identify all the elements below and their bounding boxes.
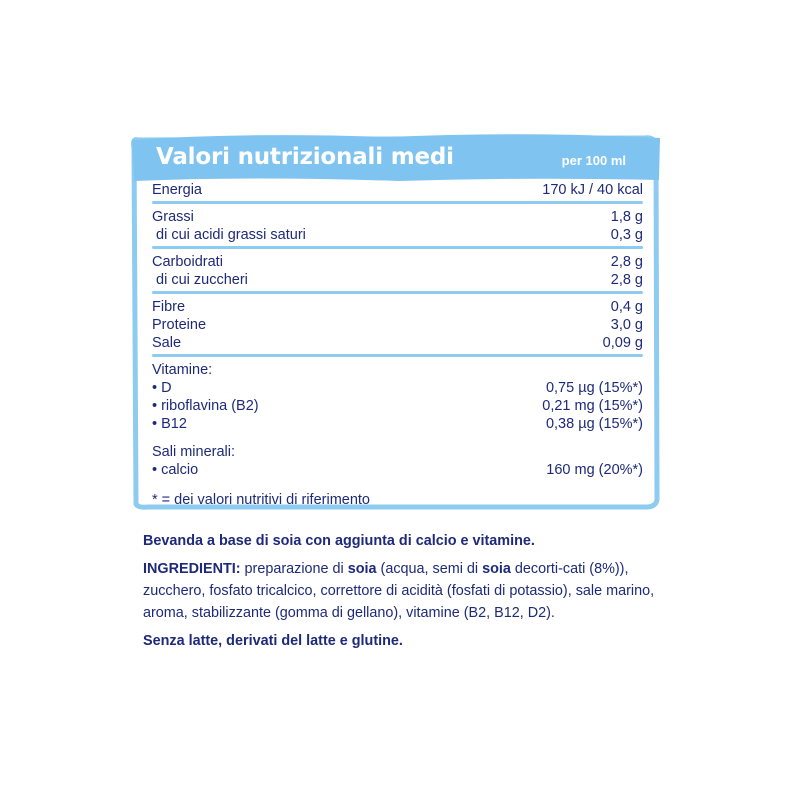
- row-separator: [152, 246, 643, 249]
- row-label: Carboidrati: [152, 254, 223, 270]
- vitamine-heading: Vitamine:: [152, 362, 213, 378]
- ingredients-text: decorti-cati (8%)), zucchero, fosfato tricalcico, correttore di acidità (fosfati di potassio), sale marino, aroma, stabilizzante (gomma di gellano), vitamine (B2, B12, D2).: [143, 561, 655, 621]
- row-label: Sale: [152, 335, 182, 351]
- row-value: 2,8 g: [610, 272, 643, 288]
- product-description: [143, 530, 663, 658]
- vitamine-block: [152, 361, 643, 509]
- ingredients-paragraph: [143, 558, 663, 624]
- row-value: 0,09 g: [602, 335, 643, 351]
- table-header: [136, 136, 656, 180]
- ingredients-label: INGREDIENTI:: [143, 561, 241, 577]
- row-zuccheri: [152, 271, 643, 289]
- ingredients-text: preparazione di: [240, 561, 348, 577]
- row-value: 1,8 g: [610, 209, 643, 225]
- allergen-soia: soia: [482, 561, 511, 577]
- row-fibre: [152, 298, 643, 316]
- row-separator: [152, 354, 643, 357]
- vitamin-row: [152, 397, 643, 415]
- minerali-heading: Sali minerali:: [152, 444, 235, 460]
- vitamin-row: [152, 379, 643, 397]
- vitamin-value: 0,38 µg (15%*): [545, 416, 643, 432]
- row-carboidrati: [152, 253, 643, 271]
- reference-footnote: * = dei valori nutritivi di riferimento: [152, 492, 370, 508]
- row-saturi: [152, 226, 643, 244]
- row-value: 3,0 g: [610, 317, 643, 333]
- vitamin-value: 0,21 mg (15%*): [542, 398, 643, 414]
- row-value: 0,4 g: [610, 299, 643, 315]
- minerali-heading-row: [152, 443, 643, 461]
- vitamin-label: • D: [152, 380, 172, 396]
- row-label: Proteine: [152, 317, 207, 333]
- table-title: Valori nutrizionali medi: [156, 144, 454, 170]
- row-sale: [152, 334, 643, 352]
- row-value: 0,3 g: [610, 227, 643, 243]
- row-label: Energia: [152, 182, 202, 198]
- vitamin-row: [152, 415, 643, 433]
- per-unit-label: per 100 ml: [561, 153, 626, 168]
- allergen-soia: soia: [347, 561, 377, 577]
- allergen-statement: Senza latte, derivati del latte e glutine.: [143, 633, 403, 649]
- row-separator: [152, 291, 643, 294]
- vitamin-value: 0,75 µg (15%*): [545, 380, 643, 396]
- mineral-value: 160 mg (20%*): [546, 462, 643, 478]
- vitamin-label: • riboflavina (B2): [152, 398, 259, 414]
- row-label: di cui zuccheri: [156, 272, 248, 288]
- product-intro: Bevanda a base di soia con aggiunta di calcio e vitamine.: [143, 533, 535, 549]
- ingredients-text: (acqua, semi di: [376, 561, 483, 577]
- mineral-label: • calcio: [152, 462, 199, 478]
- row-separator: [152, 201, 643, 204]
- row-value: 170 kJ / 40 kcal: [542, 182, 643, 198]
- row-value: 2,8 g: [610, 254, 643, 270]
- row-energia: [152, 181, 643, 199]
- row-label: di cui acidi grassi saturi: [156, 227, 306, 243]
- row-grassi: [152, 208, 643, 226]
- mineral-row: [152, 461, 643, 479]
- row-label: Fibre: [152, 299, 186, 315]
- vitamine-heading-row: [152, 361, 643, 379]
- nutrition-rows: [152, 181, 643, 509]
- vitamin-label: • B12: [152, 416, 187, 432]
- row-proteine: [152, 316, 643, 334]
- nutrition-panel: [128, 128, 664, 512]
- row-label: Grassi: [152, 209, 194, 225]
